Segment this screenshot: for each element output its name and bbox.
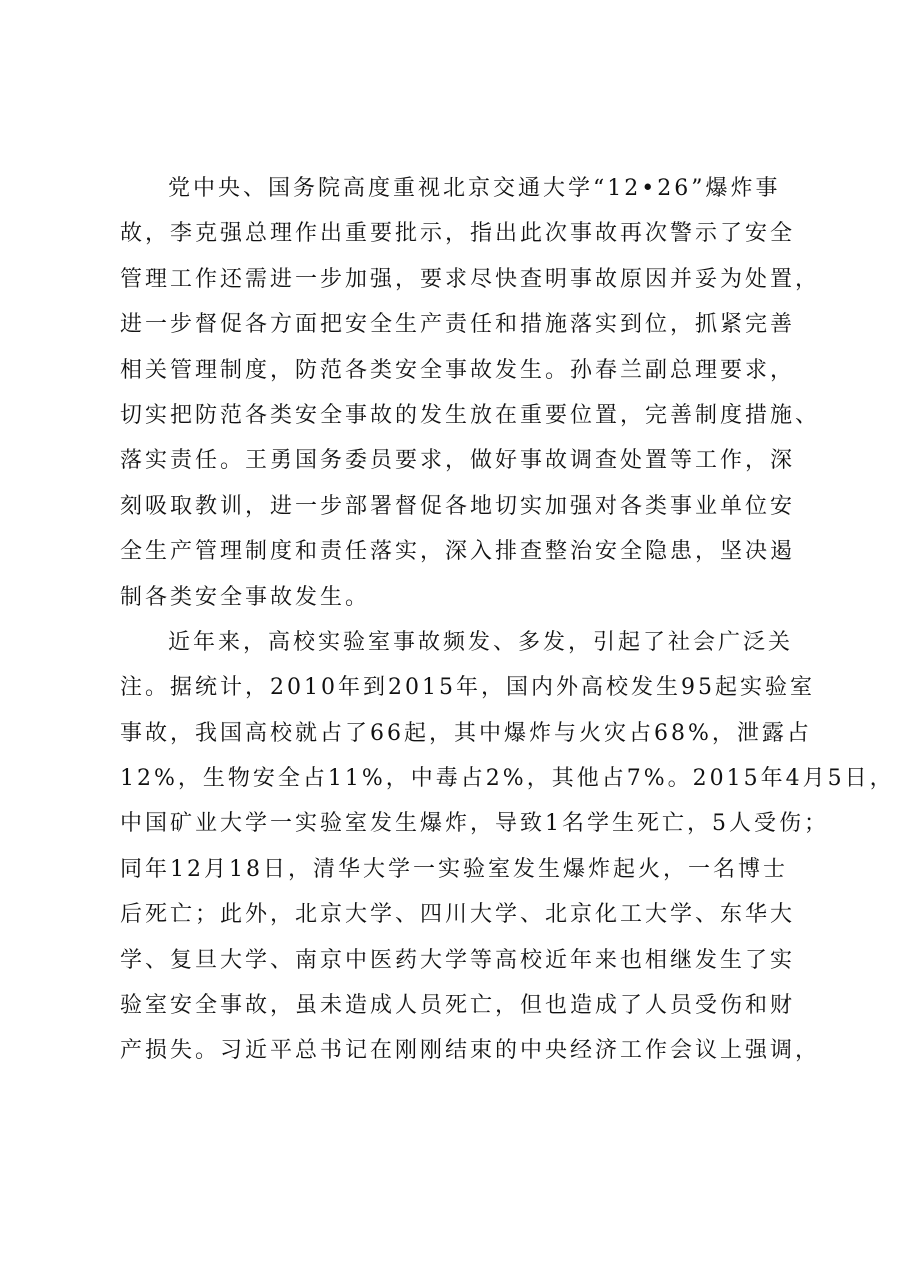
text-line: 切实把防范各类安全事故的发生放在重要位置，完善制度措施、 — [120, 402, 821, 428]
text-line: 后死亡；此外，北京大学、四川大学、北京化工大学、东华大 — [120, 902, 796, 928]
text-line: 进一步督促各方面把安全生产责任和措施落实到位，抓紧完善 — [120, 312, 796, 338]
text-line: 同年12月18日，清华大学一实验室发生爆炸起火，一名博士 — [120, 856, 788, 882]
text-line: 管理工作还需进一步加强，要求尽快查明事故原因并妥为处置， — [120, 266, 821, 292]
text-line: 事故，我国高校就占了66起，其中爆炸与火灾占68%，泄露占 — [120, 720, 812, 746]
text-line: 注。据统计，2010年到2015年，国内外高校发生95起实验室 — [120, 675, 815, 701]
text-line: 学、复旦大学、南京中医药大学等高校近年来也相继发生了实 — [120, 947, 796, 973]
text-line: 党中央、国务院高度重视北京交通大学“12•26”爆炸事 — [168, 176, 781, 201]
text-line: 刻吸取教训，进一步部署督促各地切实加强对各类事业单位安 — [120, 493, 796, 519]
text-line: 落实责任。王勇国务委员要求，做好事故调查处置等工作，深 — [120, 448, 796, 474]
text-line: 验室安全事故，虽未造成人员死亡，但也造成了人员受伤和财 — [120, 993, 796, 1019]
text-line: 全生产管理制度和责任落实，深入排查整治安全隐患，坚决遏 — [120, 539, 796, 565]
text-line: 12%，生物安全占11%，中毒占2%，其他占7%。2015年4月5日， — [120, 766, 895, 792]
paragraph-1 — [120, 166, 820, 620]
text-line: 产损失。习近平总书记在刚刚结束的中央经济工作会议上强调， — [120, 1038, 821, 1064]
document-body — [120, 166, 895, 1074]
text-line: 相关管理制度，防范各类安全事故发生。孙春兰副总理要求， — [120, 357, 796, 383]
text-line: 故，李克强总理作出重要批示，指出此次事故再次警示了安全 — [120, 221, 796, 247]
text-line: 近年来，高校实验室事故频发、多发，引起了社会广泛关 — [168, 629, 794, 655]
text-line: 中国矿业大学一实验室发生爆炸，导致1名学生死亡，5人受伤； — [120, 811, 829, 837]
text-line: 制各类安全事故发生。 — [120, 584, 371, 610]
paragraph-2 — [120, 620, 895, 1074]
